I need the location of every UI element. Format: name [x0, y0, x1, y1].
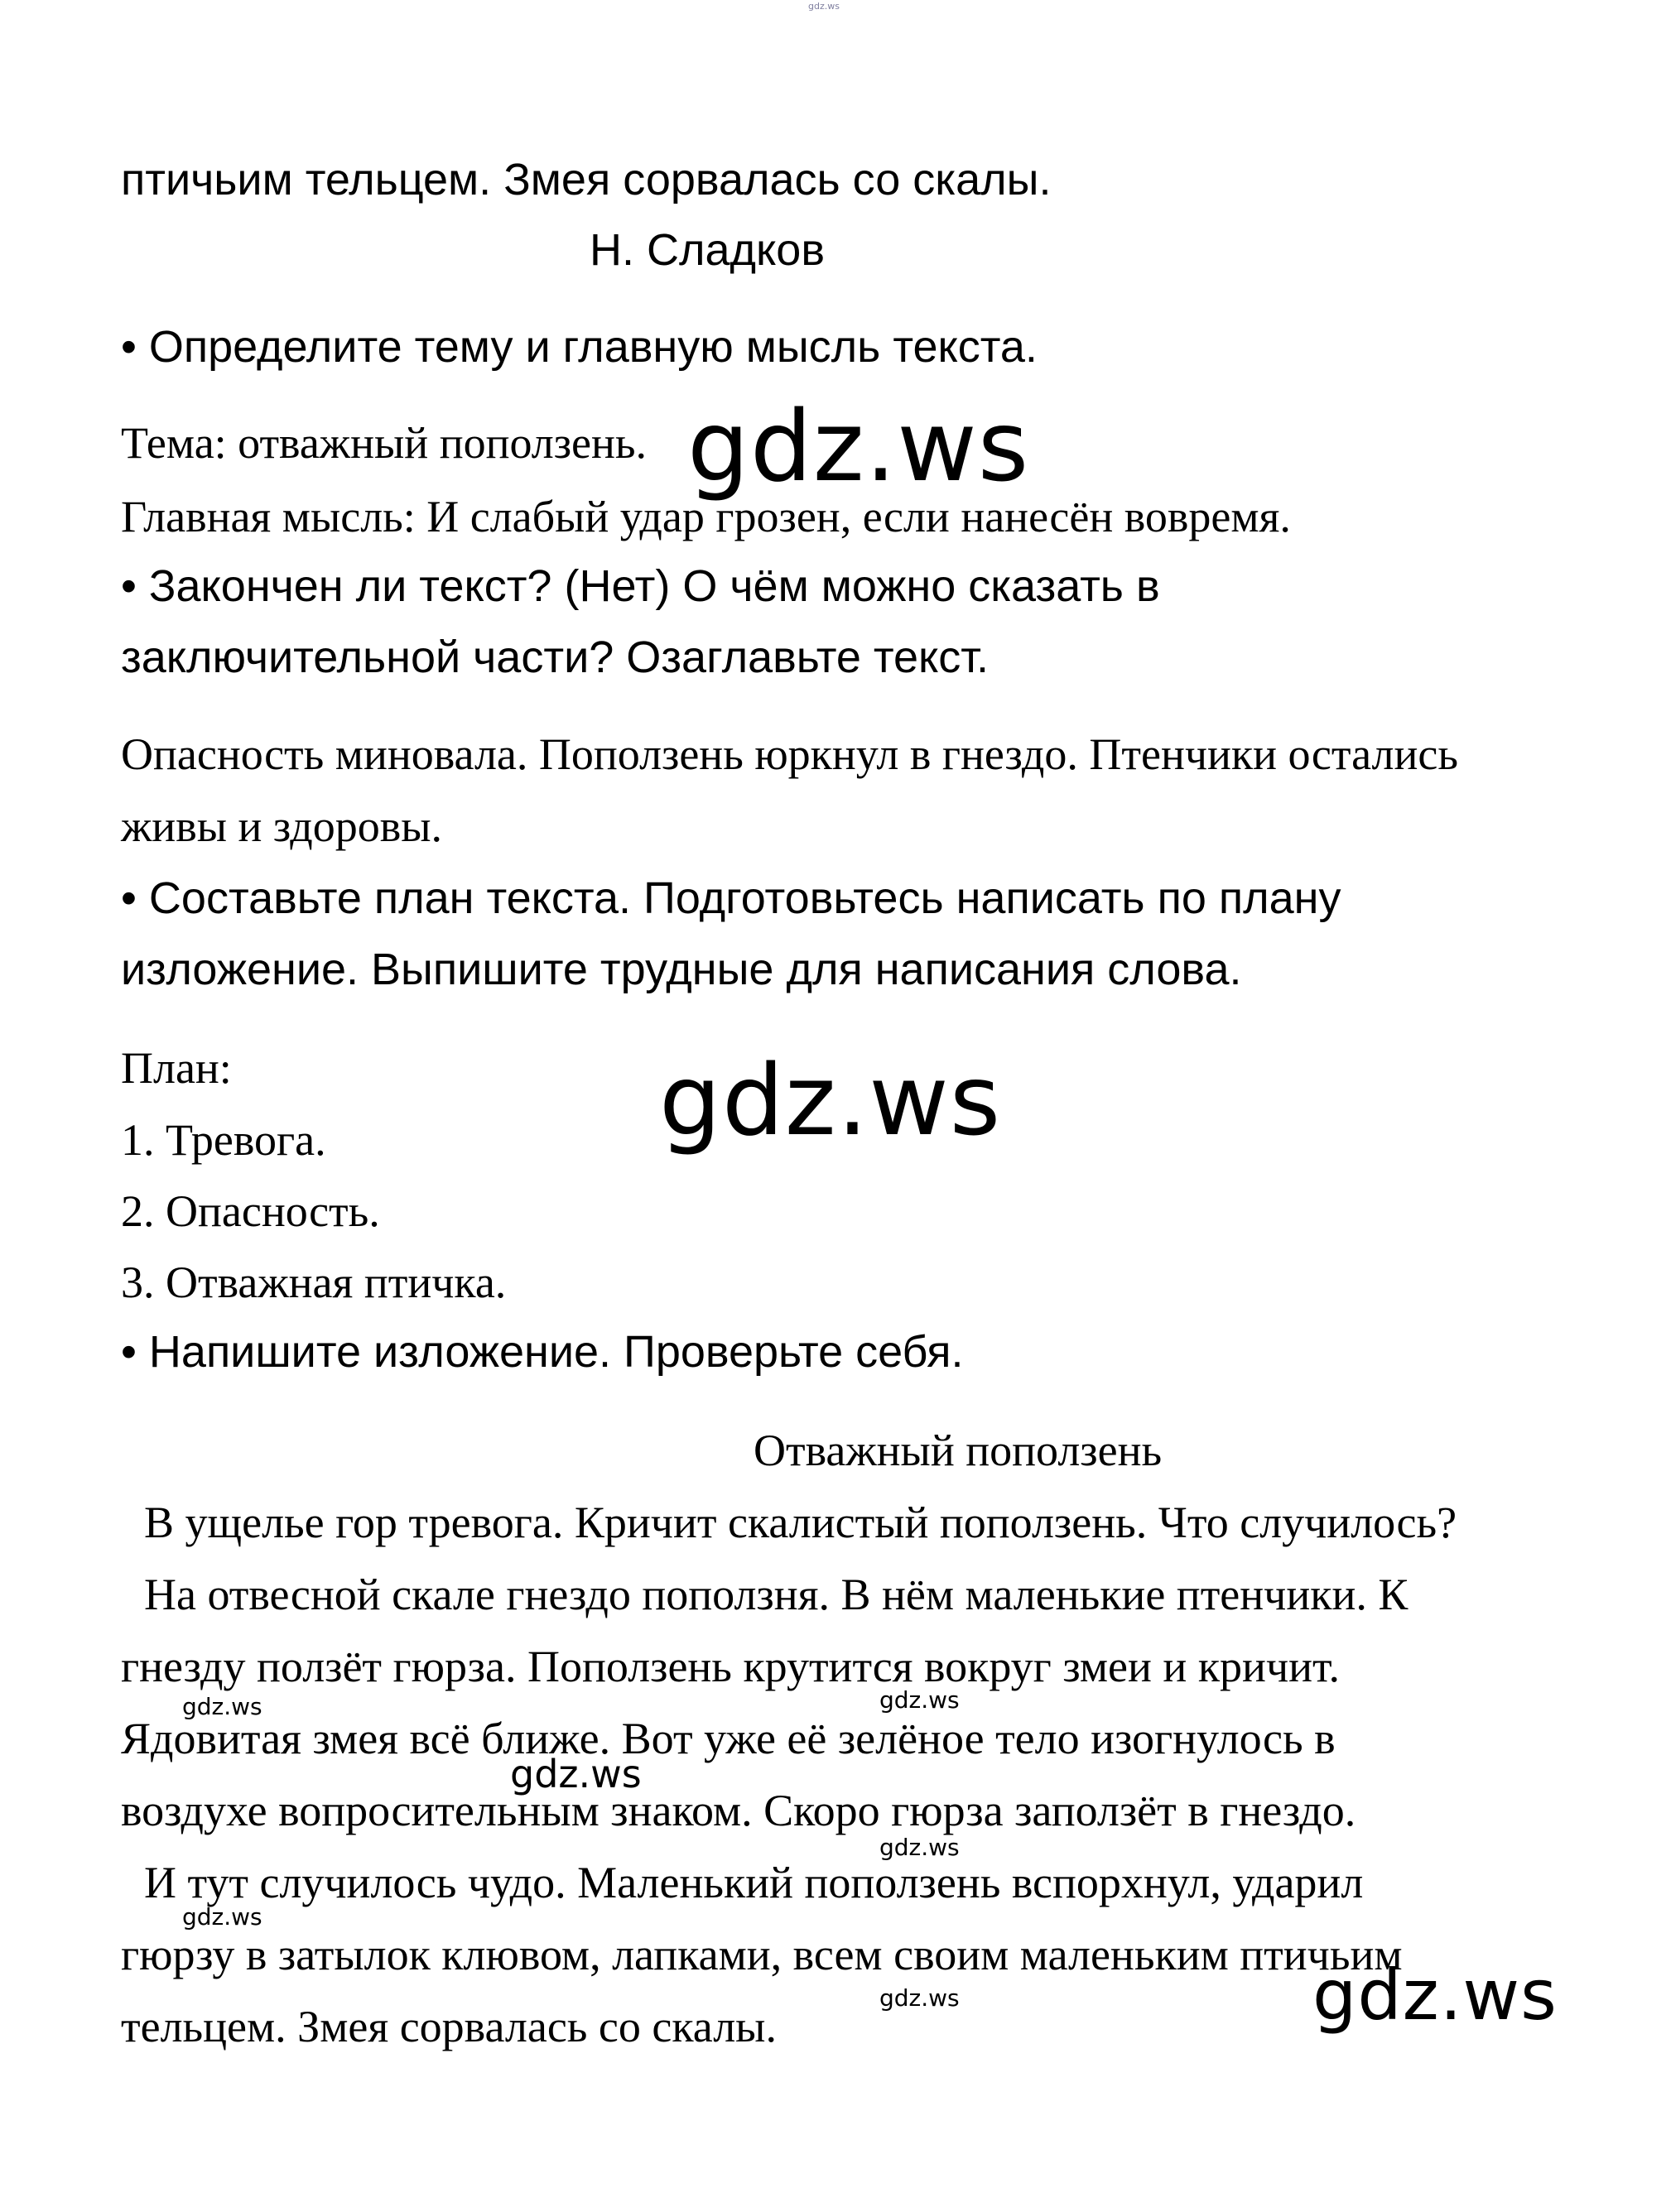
- watermark-logo: gdz.ws: [879, 1686, 960, 1714]
- plan-label: План:: [121, 1043, 232, 1093]
- task-1: • Определите тему и главную мысль текста.: [121, 322, 1038, 372]
- essay-line: В ущелье гор тревога. Кричит скалистый поползень. Что случилось?: [144, 1498, 1457, 1547]
- essay-line: воздухе вопросительным знаком. Скоро гюрза заползёт в гнездо.: [121, 1786, 1356, 1835]
- task-3-line-2: изложение. Выпишите трудные для написания слова.: [121, 945, 1242, 994]
- author: Н. Сладков: [590, 225, 826, 275]
- watermark-logo: gdz.ws: [510, 1752, 642, 1796]
- watermark-logo: gdz.ws: [659, 1043, 1002, 1157]
- task-4: • Напишите изложение. Проверьте себя.: [121, 1327, 964, 1377]
- essay-line: тельцем. Змея сорвалась со скалы.: [121, 2002, 777, 2051]
- answer-2-line-1: Опасность миновала. Поползень юркнул в гнездо. Птенчики остались: [121, 729, 1458, 779]
- watermark-logo: gdz.ws: [879, 1984, 960, 2012]
- essay-line: Ядовитая змея всё ближе. Вот уже её зелёное тело изогнулось в: [121, 1714, 1336, 1763]
- answer-2-line-2: живы и здоровы.: [121, 801, 442, 851]
- watermark-logo: gdz.ws: [687, 389, 1030, 503]
- excerpt-end: птичьим тельцем. Змея сорвалась со скалы.: [121, 155, 1052, 204]
- plan-item: 2. Опасность.: [121, 1186, 380, 1236]
- watermark-logo: gdz.ws: [182, 1903, 262, 1931]
- task-2-line-2: заключительной части? Озаглавьте текст.: [121, 632, 990, 682]
- plan-item: 1. Тревога.: [121, 1115, 326, 1165]
- task-2-line-1: • Закончен ли текст? (Нет) О чём можно сказать в: [121, 561, 1160, 611]
- essay-title: Отважный поползень: [754, 1426, 1163, 1475]
- essay-line: гнезду ползёт гюрза. Поползень крутится вокруг змеи и кричит.: [121, 1642, 1341, 1691]
- theme: Тема: отважный поползень.: [121, 418, 648, 468]
- plan-item: 3. Отважная птичка.: [121, 1257, 507, 1307]
- top-watermark: gdz.ws: [808, 1, 840, 12]
- main-idea: Главная мысль: И слабый удар грозен, если нанесён вовремя.: [121, 492, 1291, 541]
- essay-line: На отвесной скале гнездо поползня. В нём маленькие птенчики. К: [144, 1570, 1409, 1619]
- essay-line: И тут случилось чудо. Маленький поползень вспорхнул, ударил: [144, 1858, 1364, 1907]
- watermark-logo: gdz.ws: [879, 1834, 960, 1861]
- task-3-line-1: • Составьте план текста. Подготовьтесь написать по плану: [121, 873, 1341, 923]
- watermark-logo: gdz.ws: [1312, 1955, 1558, 2036]
- essay-line: гюрзу в затылок клювом, лапками, всем своим маленьким птичьим: [121, 1930, 1403, 1979]
- watermark-logo: gdz.ws: [182, 1693, 262, 1720]
